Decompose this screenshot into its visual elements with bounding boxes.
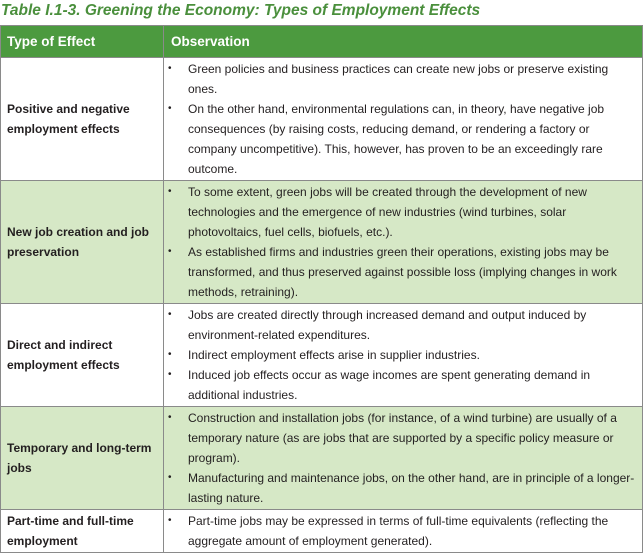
observation-item: • Indirect employment effects arise in supplier industries. xyxy=(164,345,638,365)
table-title: Table I.1-3. Greening the Economy: Types of Employment Effects xyxy=(1,2,481,19)
header-observation: Observation xyxy=(164,26,643,58)
observation-item: • As established firms and industries green their operations, existing jobs may be transformed, and thus preserved against possible loss (implying changes in work methods, retraining). xyxy=(164,242,638,302)
effect-type-cell: Direct and indirect employment effects xyxy=(1,304,164,407)
observation-item: • Manufacturing and maintenance jobs, on the other hand, are in principle of a longer-lasting nature. xyxy=(164,468,638,508)
observation-list xyxy=(164,59,638,179)
header-type-of-effect: Type of Effect xyxy=(1,26,164,58)
observation-item: • On the other hand, environmental regulations can, in theory, have negative job consequences (by raising costs, reducing demand, or rendering a factory or company uncompetitive). This, however, has proven to be an exceedingly rare outcome. xyxy=(164,99,638,179)
observation-cell xyxy=(164,510,643,553)
table-row xyxy=(1,58,643,181)
observation-item: • Construction and installation jobs (for instance, of a wind turbine) are usually of a temporary nature (as are jobs that are supported by a specific policy measure or program). xyxy=(164,408,638,468)
table-row xyxy=(1,407,643,510)
table-row xyxy=(1,304,643,407)
observation-cell xyxy=(164,407,643,510)
observation-list xyxy=(164,511,638,551)
observation-cell xyxy=(164,181,643,304)
table-body xyxy=(1,58,643,553)
observation-item: • Green policies and business practices can create new jobs or preserve existing ones. xyxy=(164,59,638,99)
effect-type-cell: Part-time and full-time employment xyxy=(1,510,164,553)
observation-item: • Jobs are created directly through increased demand and output induced by environment-related expenditures. xyxy=(164,305,638,345)
table-row xyxy=(1,510,643,553)
observation-item: • Induced job effects occur as wage incomes are spent generating demand in additional industries. xyxy=(164,365,638,405)
observation-cell xyxy=(164,58,643,181)
observation-list xyxy=(164,305,638,405)
table-header-row xyxy=(1,26,643,58)
table-row xyxy=(1,181,643,304)
observation-item: • To some extent, green jobs will be created through the development of new technologies and the emergence of new industries (wind turbines, solar photovoltaics, fuel cells, biofuels, etc.). xyxy=(164,182,638,242)
effect-type-cell: Temporary and long-term jobs xyxy=(1,407,164,510)
observation-list xyxy=(164,408,638,508)
employment-effects-table xyxy=(0,25,643,553)
observation-item: • Part-time jobs may be expressed in terms of full-time equivalents (reflecting the aggregate amount of employment generated). xyxy=(164,511,638,551)
effect-type-cell: Positive and negative employment effects xyxy=(1,58,164,181)
effect-type-cell: New job creation and job preservation xyxy=(1,181,164,304)
observation-cell xyxy=(164,304,643,407)
observation-list xyxy=(164,182,638,302)
